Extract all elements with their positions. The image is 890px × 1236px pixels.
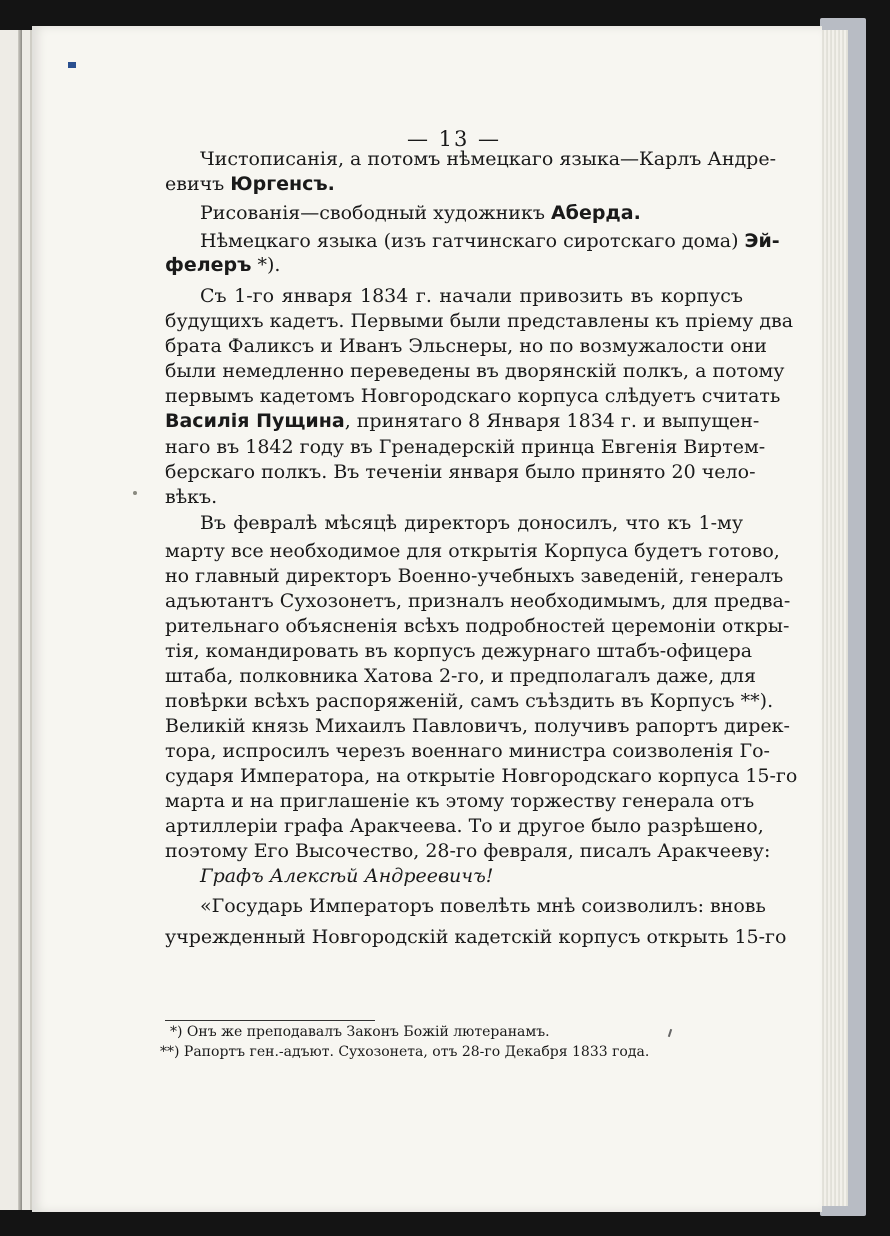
- text-line: вѣкъ.: [165, 486, 218, 508]
- text-line: Нѣмецкаго языка (изъ гатчинскаго сиротскаго дома) Эй-: [200, 230, 780, 252]
- bold-name: Аберда.: [550, 202, 641, 224]
- text-line: Съ 1-го января 1834 г. начали привозить въ корпусъ: [200, 285, 743, 307]
- text-line: Въ февралѣ мѣсяцѣ директоръ доносилъ, что къ 1-му: [200, 512, 743, 534]
- text-line: артиллеріи графа Аракчеева. То и другое было разрѣшено,: [165, 815, 764, 837]
- paper-speck: [133, 491, 137, 495]
- text-line: тора, испросилъ черезъ военнаго министра соизволенія Го-: [165, 740, 770, 762]
- binding-shadow: [18, 30, 22, 1210]
- paper-mark: [668, 1029, 672, 1037]
- text-line: были немедленно переведены въ дворянскій полкъ, а потому: [165, 360, 785, 382]
- text-line: адъютантъ Сухозонетъ, призналъ необходимымъ, для предва-: [165, 590, 791, 612]
- italic-salutation: Графъ Алексѣй Андреевичъ!: [200, 865, 494, 887]
- bold-name: Василія Пущина: [165, 410, 345, 432]
- text-line: фелеръ *).: [165, 254, 281, 276]
- text-line: Великій князь Михаилъ Павловичъ, получивъ рапортъ дирек-: [165, 715, 790, 737]
- text-line: учрежденный Новгородскій кадетскій корпусъ открыть 15-го: [165, 926, 787, 948]
- text-line: берскаго полкъ. Въ теченіи января было принято 20 чело-: [165, 461, 756, 483]
- text-line: брата Фаликсъ и Иванъ Эльснеры, но по возмужалости они: [165, 335, 767, 357]
- previous-page-edge: [0, 30, 32, 1210]
- text-line: рительнаго объясненія всѣхъ подробностей церемоніи откры-: [165, 615, 790, 637]
- footnote-1: *) Онъ же преподавалъ Законъ Божій лютеранамъ.: [170, 1024, 550, 1040]
- footnote-2: **) Рапортъ ген.-адъют. Сухозонета, отъ 28-го Декабря 1833 года.: [160, 1044, 650, 1060]
- text-line: «Государь Императоръ повелѣть мнѣ соизволилъ: вновь: [200, 895, 766, 917]
- text-line: Василія Пущина, принятаго 8 Января 1834 г. и выпущен-: [165, 410, 760, 432]
- text-line: тія, командировать въ корпусъ дежурнаго штабъ-офицера: [165, 640, 753, 662]
- text-line: марта и на приглашеніе къ этому торжеству генерала отъ: [165, 790, 755, 812]
- footnote-rule: [165, 1020, 375, 1021]
- text-line: [200, 863, 743, 889]
- text-line: Рисованія—свободный художникъ Аберда.: [200, 202, 641, 224]
- text-line: будущихъ кадетъ. Первыми были представлены къ пріему два: [165, 310, 794, 332]
- text-line: марту все необходимое для открытія Корпуса будетъ готово,: [165, 540, 780, 562]
- text-line: штаба, полковника Хатова 2-го, и предполагалъ даже, для: [165, 665, 756, 687]
- page-number: — 13 —: [406, 127, 502, 151]
- blue-tab-mark: [68, 62, 76, 68]
- text-line: первымъ кадетомъ Новгородскаго корпуса слѣдуетъ считать: [165, 385, 781, 407]
- text-line: евичъ Юргенсъ.: [165, 173, 335, 195]
- text-line: Чистописанія, а потомъ нѣмецкаго языка—Карлъ Андре-: [200, 148, 777, 170]
- text-line: повѣрки всѣхъ распоряженій, самъ съѣздить въ Корпусъ **).: [165, 690, 774, 712]
- text-line: но главный директоръ Военно-учебныхъ заведеній, генералъ: [165, 565, 784, 587]
- bold-name: Юргенсъ.: [230, 173, 335, 195]
- text-line: наго въ 1842 году въ Гренадерскій принца Евгенія Виртем-: [165, 436, 766, 458]
- bold-name: фелеръ: [165, 254, 252, 276]
- book-page: [32, 26, 822, 1212]
- bold-name: Эй-: [744, 230, 780, 252]
- text-line: сударя Императора, на открытіе Новгородскаго корпуса 15-го: [165, 765, 798, 787]
- text-line: поэтому Его Высочество, 28-го февраля, писалъ Аракчееву:: [165, 840, 771, 862]
